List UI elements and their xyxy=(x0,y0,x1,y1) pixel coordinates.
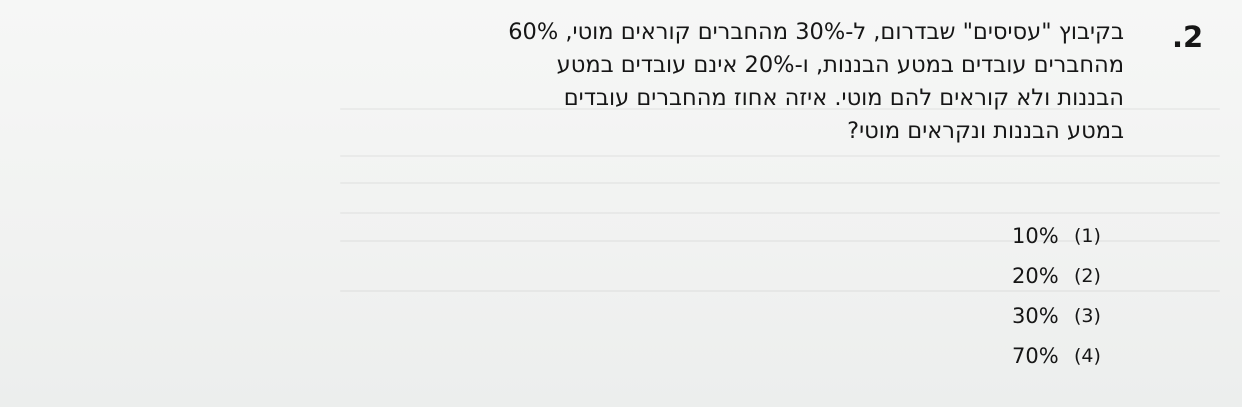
question-line: במטע הבננות ונקראים מוטי? xyxy=(847,118,1124,144)
show-through-line xyxy=(340,155,1220,157)
option-value: 10% xyxy=(1012,224,1059,248)
question-number: .2 xyxy=(1172,20,1204,54)
answer-option-3[interactable] xyxy=(1012,296,1152,336)
answer-option-1[interactable] xyxy=(1012,216,1152,256)
question-line: מהחברים עובדים במטע הבננות, ו-20% אינם עובדים במטע xyxy=(556,52,1124,78)
option-number: (2) xyxy=(1074,265,1101,287)
option-value: 20% xyxy=(1012,264,1059,288)
option-number: (3) xyxy=(1074,305,1101,327)
option-number: (1) xyxy=(1074,225,1101,247)
show-through-line xyxy=(340,212,1220,214)
answer-options xyxy=(1012,216,1152,376)
question-text xyxy=(404,16,1124,148)
answer-option-4[interactable] xyxy=(1012,336,1152,376)
question-line: הבננות ולא קוראים להם מוטי. איזה אחוז מהחברים עובדים xyxy=(563,85,1124,111)
option-value: 70% xyxy=(1012,344,1059,368)
answer-option-2[interactable] xyxy=(1012,256,1152,296)
option-number: (4) xyxy=(1074,345,1101,367)
question-line: בקיבוץ "עסיסים" שבדרום, ל-30% מהחברים קוראים מוטי, 60% xyxy=(508,19,1124,45)
show-through-line xyxy=(340,182,1220,184)
option-value: 30% xyxy=(1012,304,1059,328)
